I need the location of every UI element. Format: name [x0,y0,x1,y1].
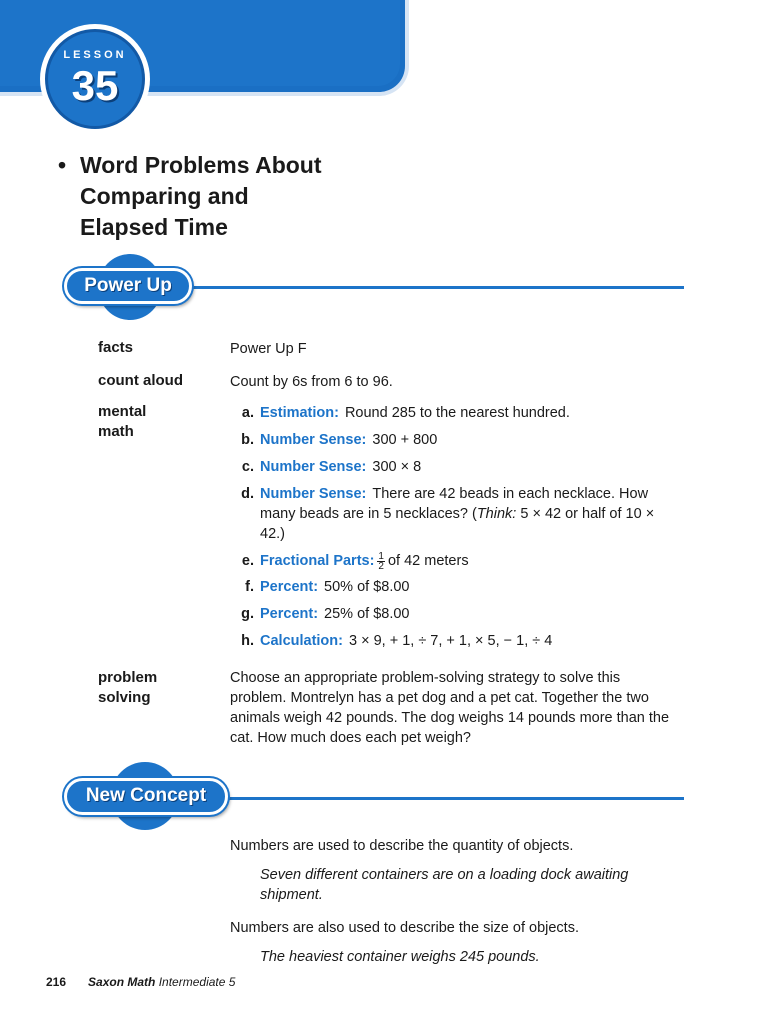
item-letter: f. [245,579,254,595]
item-topic: Number Sense: [260,486,367,502]
new-concept-paragraph-2: Numbers are also used to describe the size of objects. [230,920,579,936]
fraction-numerator: 1 [378,550,384,562]
item-topic: Fractional Parts: [260,553,375,569]
lesson-badge-circle [45,29,145,129]
item-text: 50% of $8.00 [324,579,410,595]
power-up-label: Power Up [64,268,192,304]
item-topic: Percent: [260,606,319,622]
title-line-3: Elapsed Time [80,214,228,240]
item-text: of 42 meters [387,553,469,569]
facts-label: facts [98,339,134,356]
power-up-rule [190,286,684,289]
new-concept-example-2: The heaviest container weighs 245 pounds. [260,949,540,965]
title-bullet: • [58,152,67,178]
lesson-badge [40,24,150,134]
item-topic: Number Sense: [260,459,367,475]
facts-text: Power Up F [230,341,307,357]
item-letter: b. [241,432,254,448]
item-letter: e. [241,553,254,569]
new-concept-example-1: Seven different containers are on a loading dock awaiting shipment. [260,867,629,903]
title-line-1: Word Problems About [80,152,322,178]
page-number: 216 [46,975,67,989]
item-text: There are 42 beads in each necklace. How many beads are in 5 necklaces? ( [260,486,649,522]
item-topic: Calculation: [260,633,343,649]
lesson-number: 35 [71,62,119,109]
book-subtitle: Intermediate 5 [158,975,236,989]
mental-math-label-line-1: mental [98,403,147,420]
fraction [377,552,385,571]
item-think: Think: [476,506,517,522]
item-text: 3 × 9, + 1, ÷ 7, + 1, × 5, − 1, ÷ 4 [348,633,553,649]
count-aloud-text: Count by 6s from 6 to 96. [230,374,393,390]
item-text: 300 × 8 [372,459,422,475]
item-text: 25% of $8.00 [324,606,410,622]
item-letter: a. [241,405,254,421]
item-topic: Number Sense: [260,432,367,448]
item-text: Round 285 to the nearest hundred. [344,405,570,421]
new-concept-label: New Concept [64,778,228,815]
book-title: Saxon Math [88,975,156,989]
problem-solving-label [98,668,157,708]
item-text-after: 5 × 42 or half of 10 × 42.) [260,506,655,542]
page-footer [46,975,235,989]
problem-solving-text: Choose an appropriate problem-solving strategy to solve this problem. Montrelyn has a pet dog and a pet cat. Together the two animals weigh 42 pounds. The dog weighs 14 pounds more than the cat. How much does each pet weigh? [230,670,670,746]
new-concept-paragraph-1: Numbers are used to describe the quantity of objects. [230,838,574,854]
item-letter: g. [241,606,254,622]
mental-math-label-line-2: math [98,423,134,440]
item-topic: Estimation: [260,405,339,421]
fraction-denominator: 2 [378,560,384,572]
new-concept-rule [226,797,684,800]
title-line-2: Comparing and [80,183,249,209]
item-letter: c. [241,459,254,475]
lesson-word: LESSON [63,49,127,61]
item-letter: h. [241,633,254,649]
count-aloud-label: count aloud [98,372,183,389]
mental-math-label [98,402,146,442]
item-text: 300 + 800 [372,432,438,448]
item-letter: d. [241,486,254,502]
problem-solving-label-line-1: problem [98,669,158,686]
problem-solving-label-line-2: solving [98,689,151,706]
item-topic: Percent: [260,579,319,595]
